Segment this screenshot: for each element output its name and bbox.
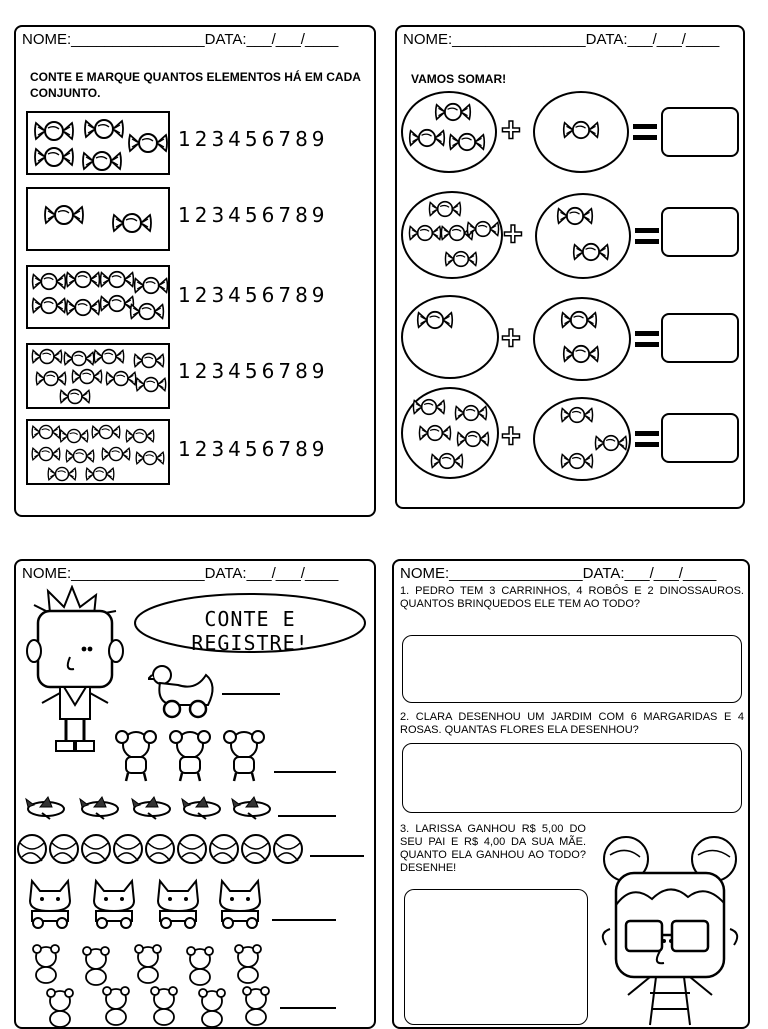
airplane-icon — [130, 795, 174, 821]
candy-icon — [30, 347, 64, 366]
candy-icon — [62, 349, 96, 368]
candy-icon — [453, 403, 489, 423]
candy-set — [26, 419, 170, 485]
worksheet-count-sets — [14, 25, 376, 517]
worksheet-sums — [395, 25, 745, 509]
candy-icon — [64, 269, 102, 290]
equals-icon — [635, 331, 659, 347]
instruction-text: VAMOS SOMAR! — [411, 72, 507, 86]
question-3: 3. LARISSA GANHOU R$ 5,00 DO SEU PAI E R$ 4,00 DA SUA MÃE. QUANTO ELA GANHOU AO TODO? DESENHE! — [400, 823, 586, 874]
candy-icon — [46, 465, 78, 483]
candy-icon — [571, 241, 611, 263]
candy-icon — [134, 449, 166, 467]
girl-character-icon — [592, 825, 748, 1029]
answer-box[interactable] — [661, 107, 739, 157]
candy-icon — [58, 427, 90, 445]
airplane-icon — [78, 795, 122, 821]
cat-toy-icon — [86, 877, 142, 929]
candy-icon — [80, 149, 124, 173]
answer-box-1[interactable] — [402, 635, 742, 703]
answer-line[interactable] — [274, 771, 336, 773]
candy-icon — [134, 375, 168, 394]
bears-group — [26, 941, 276, 1029]
candy-icon — [64, 297, 102, 318]
balls-row — [16, 831, 306, 867]
candy-icon — [70, 367, 104, 386]
page-title: CONTE E REGISTRE! — [191, 607, 309, 655]
candy-icon — [104, 369, 138, 388]
worksheet-word-problems — [392, 559, 750, 1029]
airplane-icon — [24, 795, 68, 821]
candy-icon — [429, 451, 465, 471]
candy-icon — [34, 369, 68, 388]
number-options: 123456789 — [178, 437, 329, 461]
instruction-text: CONTE E MARQUE QUANTOS ELEMENTOS HÁ EM CADA CONJUNTO. — [30, 70, 361, 100]
cat-toy-icon — [22, 877, 78, 929]
airplane-icon — [230, 795, 274, 821]
candy-icon — [32, 145, 76, 169]
candy-icon — [443, 249, 479, 269]
candy-icon — [128, 301, 166, 322]
number-options: 123456789 — [178, 203, 329, 227]
answer-box[interactable] — [661, 207, 739, 257]
candy-icon — [92, 347, 126, 366]
number-options: 123456789 — [178, 359, 329, 383]
candy-icon — [427, 199, 463, 219]
candy-icon — [30, 295, 68, 316]
addend-circle — [401, 191, 503, 279]
candy-icon — [64, 447, 96, 465]
candy-icon — [32, 119, 76, 143]
cat-toy-icon — [150, 877, 206, 929]
candy-icon — [561, 343, 601, 365]
cat-toy-icon — [212, 877, 268, 929]
number-options: 123456789 — [178, 127, 329, 151]
candy-icon — [433, 101, 473, 123]
addend-circle — [533, 397, 631, 481]
addend-circle — [535, 193, 631, 279]
number-options: 123456789 — [178, 283, 329, 307]
candy-icon — [90, 423, 122, 441]
plus-icon: + — [501, 111, 521, 149]
candy-icon — [415, 309, 455, 331]
candy-icon — [126, 131, 170, 155]
candy-icon — [417, 423, 453, 443]
name-date-line: NOME:________________DATA:___/___/____ — [400, 565, 717, 582]
candy-icon — [559, 405, 595, 425]
candy-icon — [555, 205, 595, 227]
question-1: 1. PEDRO TEM 3 CARRINHOS, 4 ROBÔS E 2 DINOSSAUROS. QUANTOS BRINQUEDOS ELE TEM AO TODO? — [400, 585, 744, 610]
candy-icon — [465, 219, 501, 239]
equals-icon — [635, 431, 659, 447]
addend-circle — [401, 91, 497, 173]
candy-icon — [110, 211, 154, 235]
candy-icon — [132, 351, 166, 370]
answer-line[interactable] — [278, 815, 336, 817]
answer-line[interactable] — [222, 693, 280, 695]
candy-set — [26, 187, 170, 251]
candy-icon — [132, 275, 170, 296]
answer-box-3[interactable] — [404, 889, 588, 1025]
addend-circle — [533, 297, 631, 381]
candy-icon — [30, 271, 68, 292]
candy-icon — [447, 131, 487, 153]
candy-icon — [42, 203, 86, 227]
plus-icon: + — [501, 319, 521, 357]
duck-toy-icon — [148, 661, 220, 719]
airplane-icon — [180, 795, 224, 821]
answer-line[interactable] — [280, 1007, 336, 1009]
candy-icon — [124, 427, 156, 445]
candy-icon — [455, 429, 491, 449]
question-2: 2. CLARA DESENHOU UM JARDIM COM 6 MARGARIDAS E 4 ROSAS. QUANTAS FLORES ELA DESENHOU? — [400, 711, 744, 736]
candy-icon — [411, 397, 447, 417]
candy-set — [26, 343, 170, 409]
name-date-line: NOME:________________DATA:___/___/____ — [22, 31, 339, 48]
candy-icon — [100, 445, 132, 463]
candy-icon — [593, 433, 629, 453]
candy-icon — [82, 117, 126, 141]
candy-set — [26, 111, 170, 175]
candy-icon — [561, 119, 601, 141]
candy-icon — [559, 309, 599, 331]
worksheet-count-register — [14, 559, 376, 1029]
teddy-bear-icon — [220, 729, 268, 783]
name-date-line: NOME:________________DATA:___/___/____ — [403, 31, 720, 48]
addend-circle — [401, 387, 499, 479]
candy-set — [26, 265, 170, 329]
answer-line[interactable] — [310, 855, 364, 857]
name-date-line: NOME:________________DATA:___/___/____ — [22, 565, 339, 582]
equals-icon — [633, 124, 657, 140]
answer-box[interactable] — [661, 413, 739, 463]
answer-box-2[interactable] — [402, 743, 742, 813]
answer-box[interactable] — [661, 313, 739, 363]
candy-icon — [559, 451, 595, 471]
equals-icon — [635, 228, 659, 244]
addend-circle — [533, 91, 629, 173]
addend-circle — [401, 295, 499, 379]
teddy-bear-icon — [112, 729, 160, 783]
candy-icon — [58, 387, 92, 406]
plus-icon: + — [501, 417, 521, 455]
candy-icon — [98, 269, 136, 290]
plus-icon: + — [503, 215, 523, 253]
candy-icon — [407, 223, 443, 243]
answer-line[interactable] — [272, 919, 336, 921]
candy-icon — [407, 127, 447, 149]
candy-icon — [30, 445, 62, 463]
teddy-bear-icon — [166, 729, 214, 783]
candy-icon — [84, 465, 116, 483]
